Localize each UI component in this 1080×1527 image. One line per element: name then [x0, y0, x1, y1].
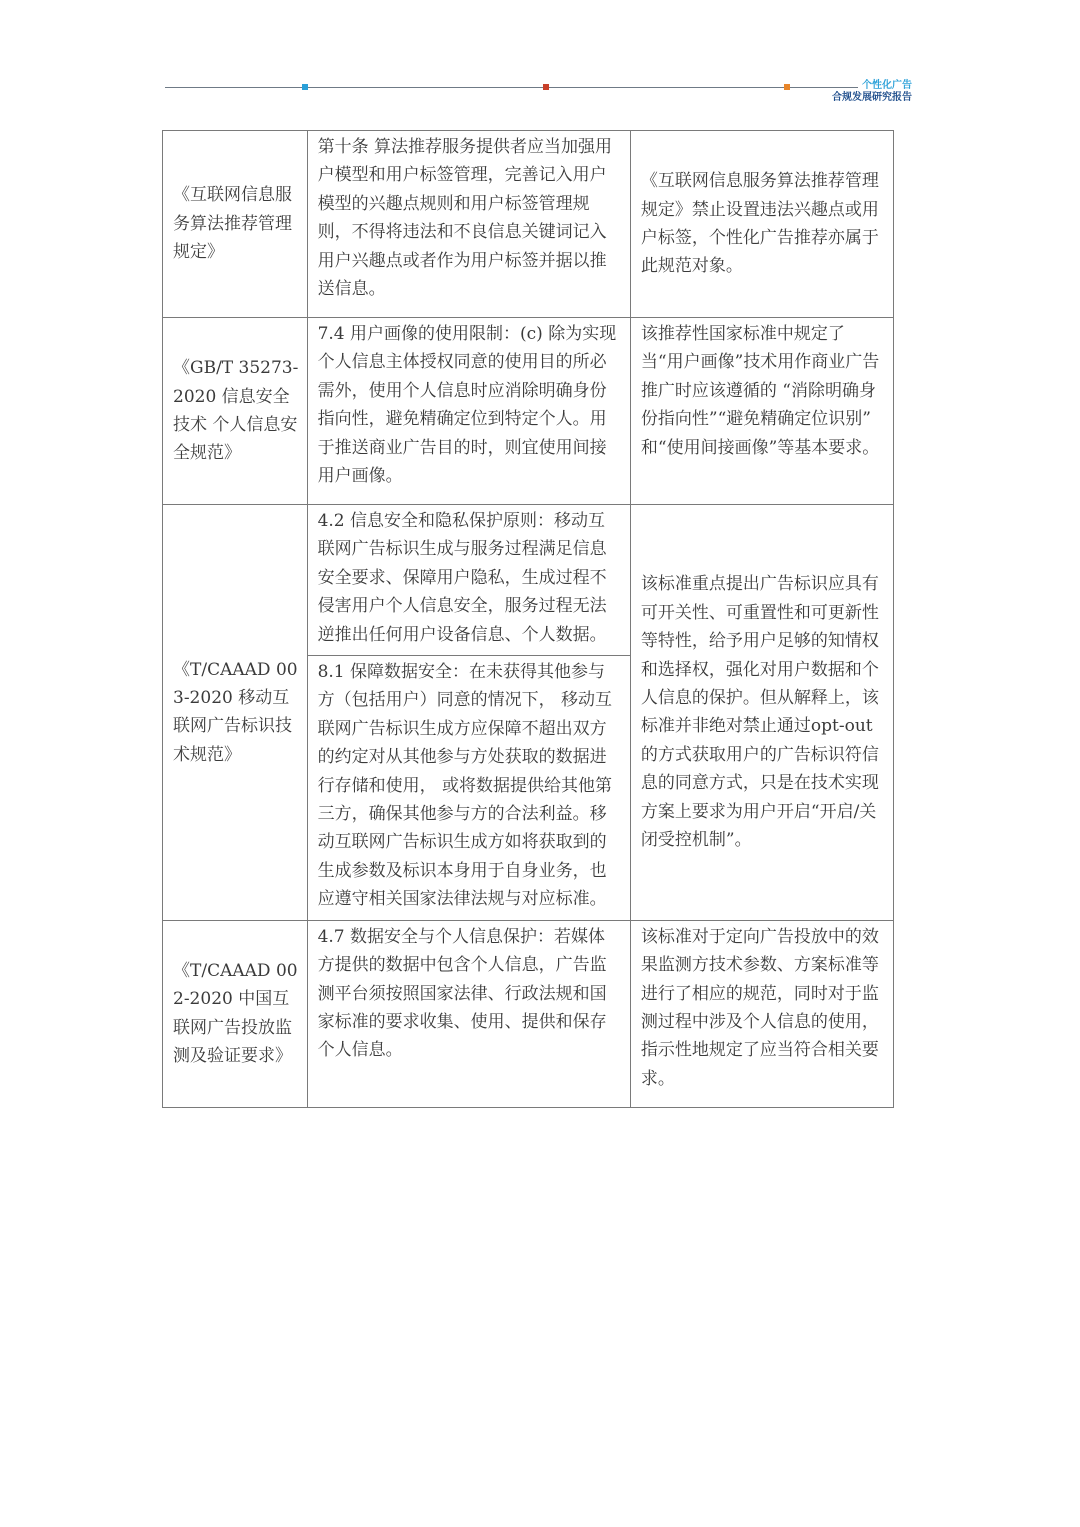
regulation-name-cell: 《T/CAAAD 002-2020 中国互联网广告投放监测及验证要求》 [163, 920, 308, 1107]
header-marker-blue [302, 84, 308, 90]
header-rule [165, 87, 858, 88]
regulation-name-cell: 《互联网信息服务算法推荐管理规定》 [163, 131, 308, 318]
note-cell: 该推荐性国家标准中规定了当“用户画像”技术用作商业广告推广时应该遵循的 “消除明确身份指向性”“避免精确定位识别” 和“使用间接画像”等基本要求。 [630, 318, 893, 505]
report-title-line2: 合规发展研究报告 [832, 92, 912, 103]
clause-cell: 7.4 用户画像的使用限制：(c) 除为实现个人信息主体授权同意的使用目的所必需外，使用个人信息时应消除明确身份指向性，避免精确定位到特定个人。用于推送商业广告目的时，则宜使用间接用户画像。 [307, 318, 630, 505]
table-row [163, 318, 894, 505]
regulation-name-cell: 《GB/T 35273-2020 信息安全技术 个人信息安全规范》 [163, 318, 308, 505]
table-row [163, 505, 894, 921]
note-cell: 《互联网信息服务算法推荐管理规定》禁止设置违法兴趣点或用户标签，个性化广告推荐亦属于此规范对象。 [630, 131, 893, 318]
clause-text: 8.1 保障数据安全：在未获得其他参与方（包括用户）同意的情况下， 移动互联网广告标识生成方应保障不超出双方的约定对从其他参与方处获取的数据进行存储和使用， 或将数据提供给其他第三方，确保其他参与方的合法利益。移动互联网广告标识生成方如将获取到的生成参数及标识本身用于自身业务，也应遵守相关国家法律法规与对应标准。 [308, 655, 630, 920]
clause-cell: 第十条 算法推荐服务提供者应当加强用户模型和用户标签管理，完善记入用户模型的兴趣点规则和用户标签管理规则，不得将违法和不良信息关键词记入用户兴趣点或者作为用户标签并据以推送信息。 [307, 131, 630, 318]
regulation-name-cell: 《T/CAAAD 003-2020 移动互联网广告标识技术规范》 [163, 505, 308, 921]
clause-text: 4.2 信息安全和隐私保护原则：移动互联网广告标识生成与服务过程满足信息安全要求、保障用户隐私，生成过程不侵害用户个人信息安全，服务过程无法逆推出任何用户设备信息、个人数据。 [317, 511, 607, 645]
report-title [790, 80, 912, 104]
report-title-line1: 个性化广告 [862, 80, 912, 91]
note-cell: 该标准重点提出广告标识应具有可开关性、可重置性和可更新性等特性，给予用户足够的知情权和选择权，强化对用户数据和个人信息的保护。但从解释上，该标准并非绝对禁止通过opt-out 的方式获取用户的广告标识符信息的同意方式，只是在技术实现方案上要求为用户开启“开启/关闭受控机制”。 [630, 505, 893, 921]
note-cell: 该标准对于定向广告投放中的效果监测方技术参数、方案标准等进行了相应的规范，同时对于监测过程中涉及个人信息的使用，指示性地规定了应当符合相关要求。 [630, 920, 893, 1107]
regulation-table [162, 130, 894, 1108]
clause-cell [307, 505, 630, 921]
table-row [163, 920, 894, 1107]
header-marker-red [543, 84, 549, 90]
clause-cell: 4.7 数据安全与个人信息保护：若媒体方提供的数据中包含个人信息，广告监测平台须按照国家法律、行政法规和国家标准的要求收集、使用、提供和保存个人信息。 [307, 920, 630, 1107]
table-row [163, 131, 894, 318]
